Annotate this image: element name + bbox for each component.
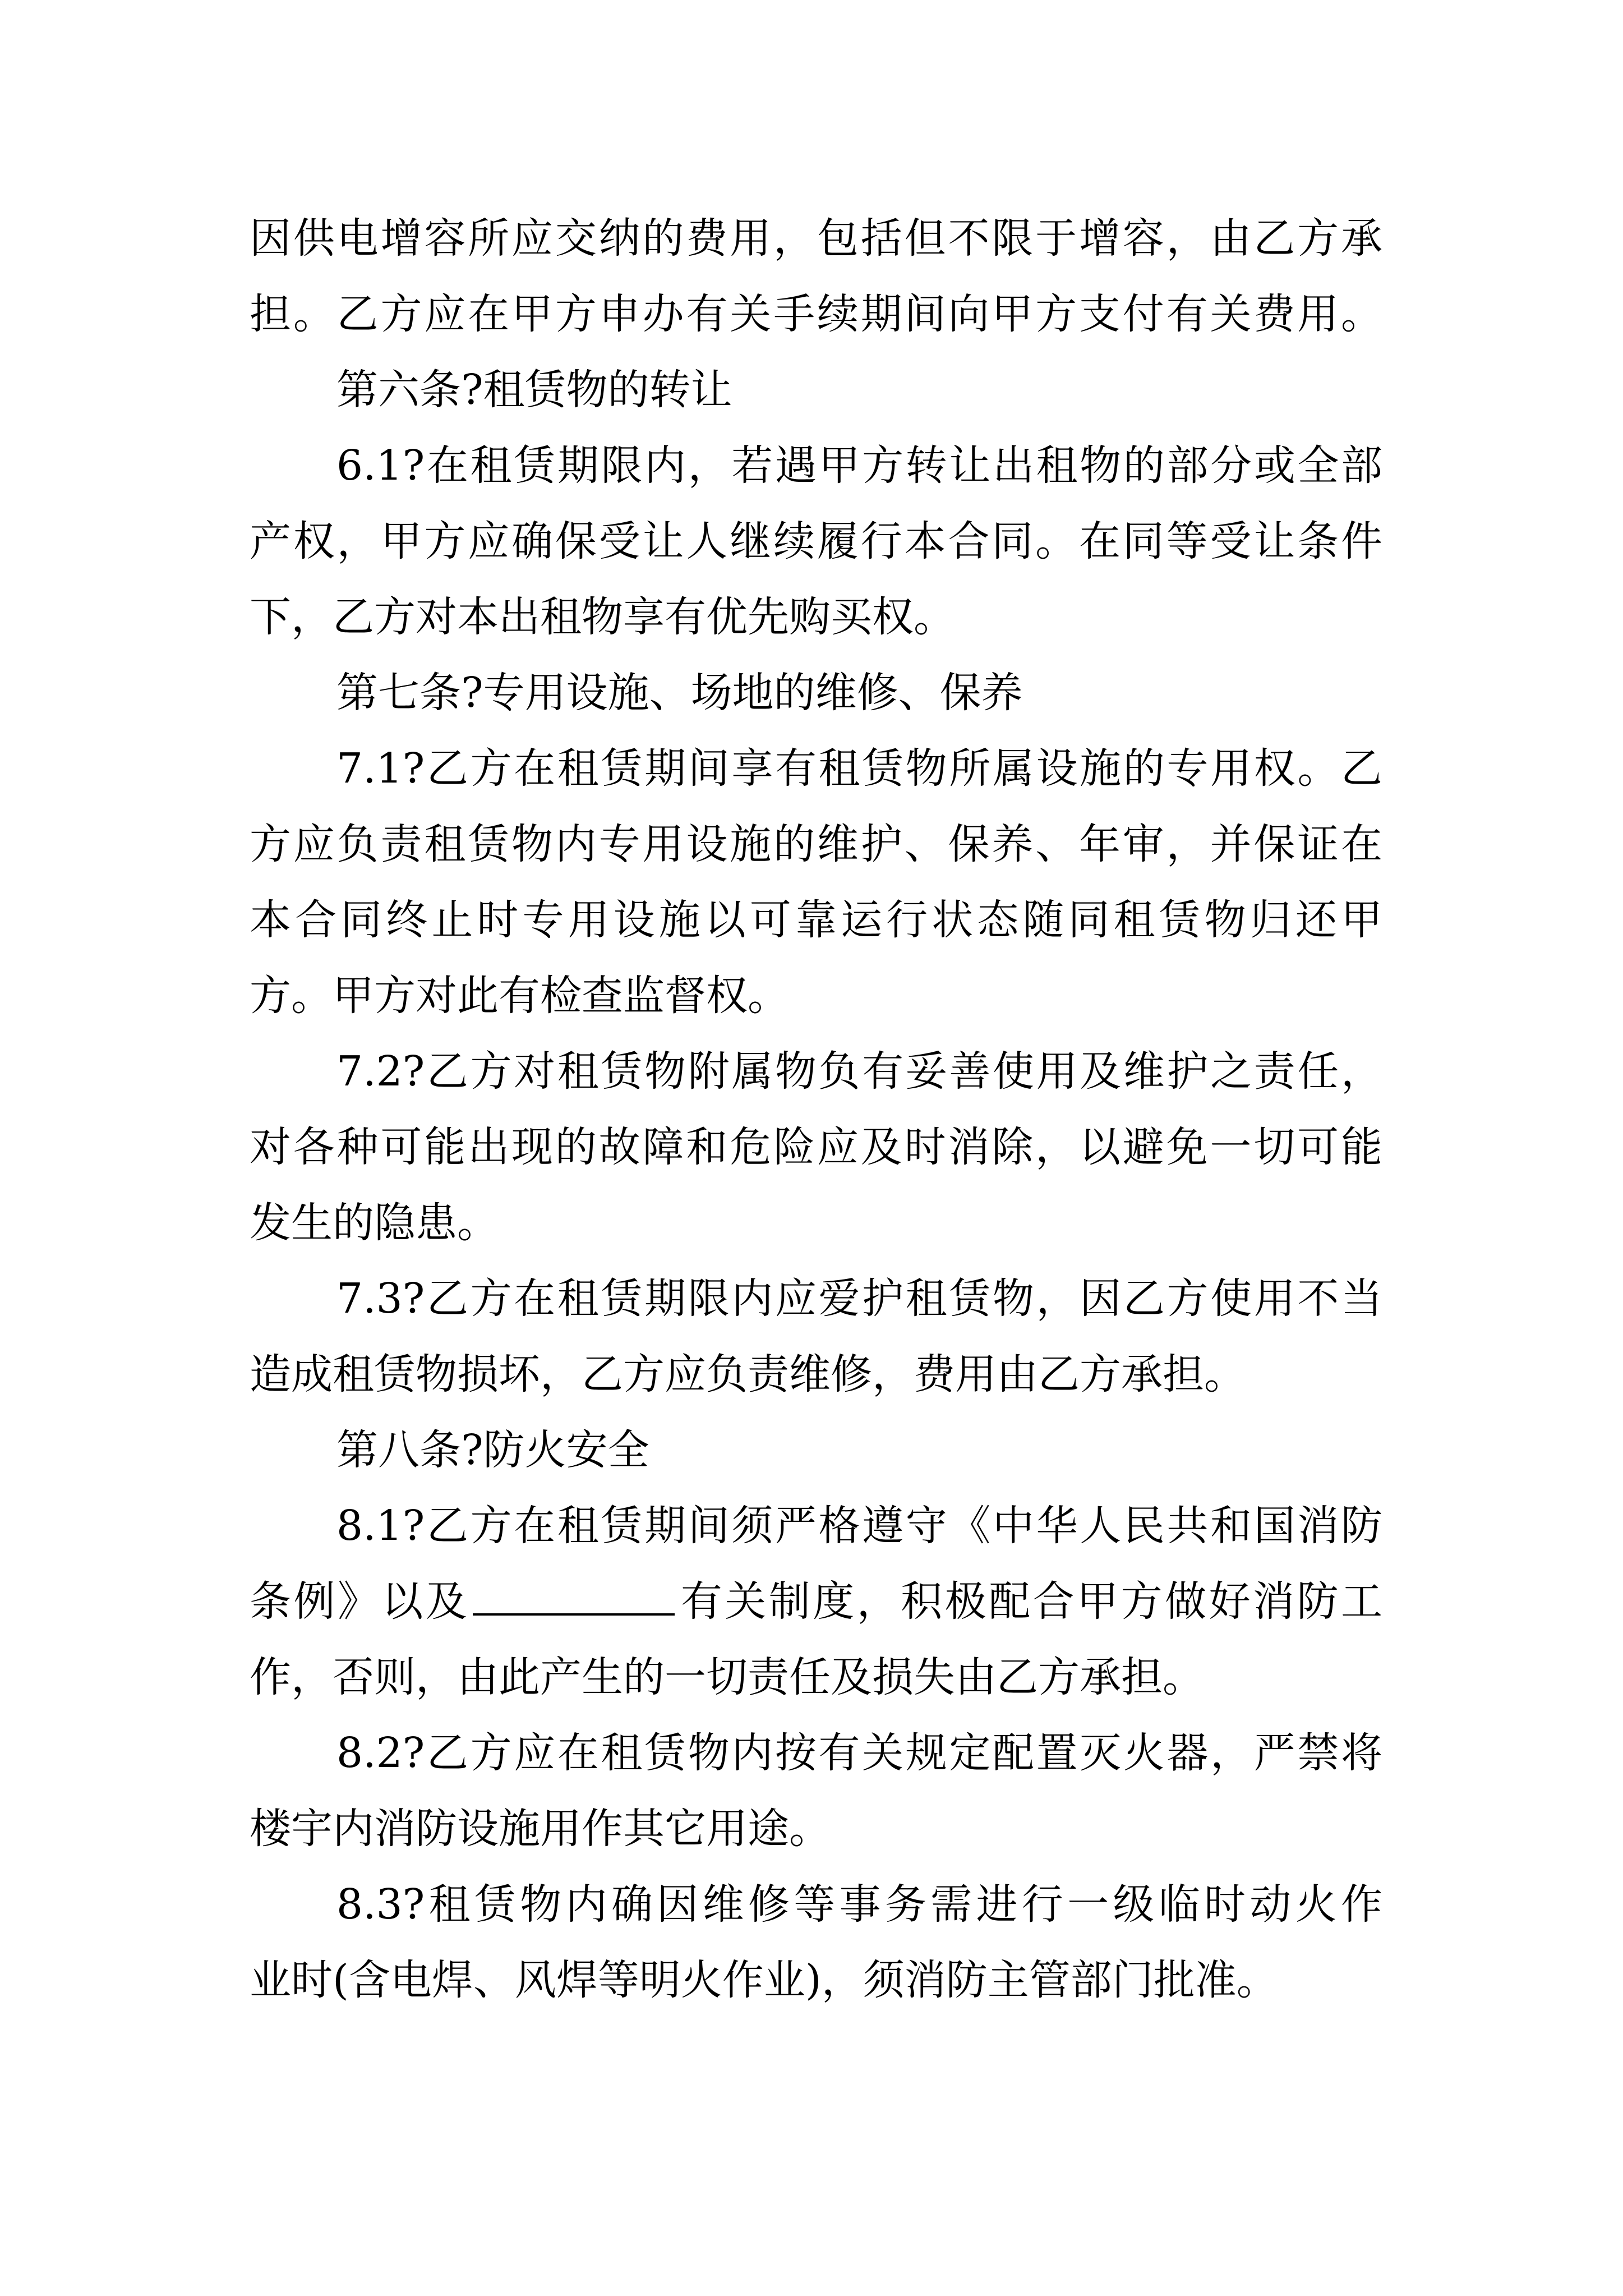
text-line: 方。甲方对此有检查监督权。 xyxy=(250,972,789,1020)
text-line: 8.3?租赁物内确因维修等事务需进行一级临时动火作 xyxy=(336,1880,1382,1929)
text-line: 发生的隐患。 xyxy=(250,1199,499,1247)
text-line: 本合同终止时专用设施以可靠运行状态随同租赁物归还甲 xyxy=(250,896,1382,944)
text-line: 产权，甲方应确保受让人继续履行本合同。在同等受让条件 xyxy=(250,517,1382,565)
text-line: 6.1?在租赁期限内，若遇甲方转让出租物的部分或全部 xyxy=(336,441,1382,490)
text-line: 7.3?乙方在租赁期限内应爱护租赁物，因乙方使用不当 xyxy=(336,1274,1382,1323)
text-line: 担。乙方应在甲方申办有关手续期间向甲方支付有关费用。 xyxy=(250,290,1382,338)
text-line: 8.1?乙方在租赁期间须严格遵守《中华人民共和国消防 xyxy=(336,1502,1382,1550)
section-heading: 第八条?防火安全 xyxy=(336,1426,649,1474)
text-line: 业时(含电焊、风焊等明火作业)，须消防主管部门批准。 xyxy=(250,1956,1278,2004)
text-line: 方应负责租赁物内专用设施的维护、保养、年审，并保证在 xyxy=(250,820,1382,868)
text-line: 因供电增容所应交纳的费用，包括但不限于增容，由乙方承 xyxy=(250,214,1382,263)
text-line: 8.2?乙方应在租赁物内按有关规定配置灭火器，严禁将 xyxy=(336,1729,1382,1777)
text-line: 对各种可能出现的故障和危险应及时消除，以避免一切可能 xyxy=(250,1123,1382,1171)
text-segment: 条例》以及 xyxy=(250,1577,470,1626)
text-line: 造成租赁物损坏，乙方应负责维修，费用由乙方承担。 xyxy=(250,1350,1246,1398)
text-line-with-blank xyxy=(250,1573,1382,1630)
text-line: 7.1?乙方在租赁期间享有租赁物所属设施的专用权。乙 xyxy=(336,744,1382,793)
section-heading: 第七条?专用设施、场地的维修、保养 xyxy=(336,669,1023,717)
fill-in-blank xyxy=(473,1575,675,1616)
text-line: 作，否则，由此产生的一切责任及损失由乙方承担。 xyxy=(250,1653,1204,1701)
text-line: 下，乙方对本出租物享有优先购买权。 xyxy=(250,593,955,641)
text-line: 7.2?乙方对租赁物附属物负有妥善使用及维护之责任， xyxy=(336,1047,1382,1096)
text-line: 楼宇内消防设施用作其它用途。 xyxy=(250,1805,831,1853)
section-heading: 第六条?租赁物的转让 xyxy=(336,366,732,414)
text-segment: 有关制度，积极配合甲方做好消防工 xyxy=(678,1577,1383,1626)
